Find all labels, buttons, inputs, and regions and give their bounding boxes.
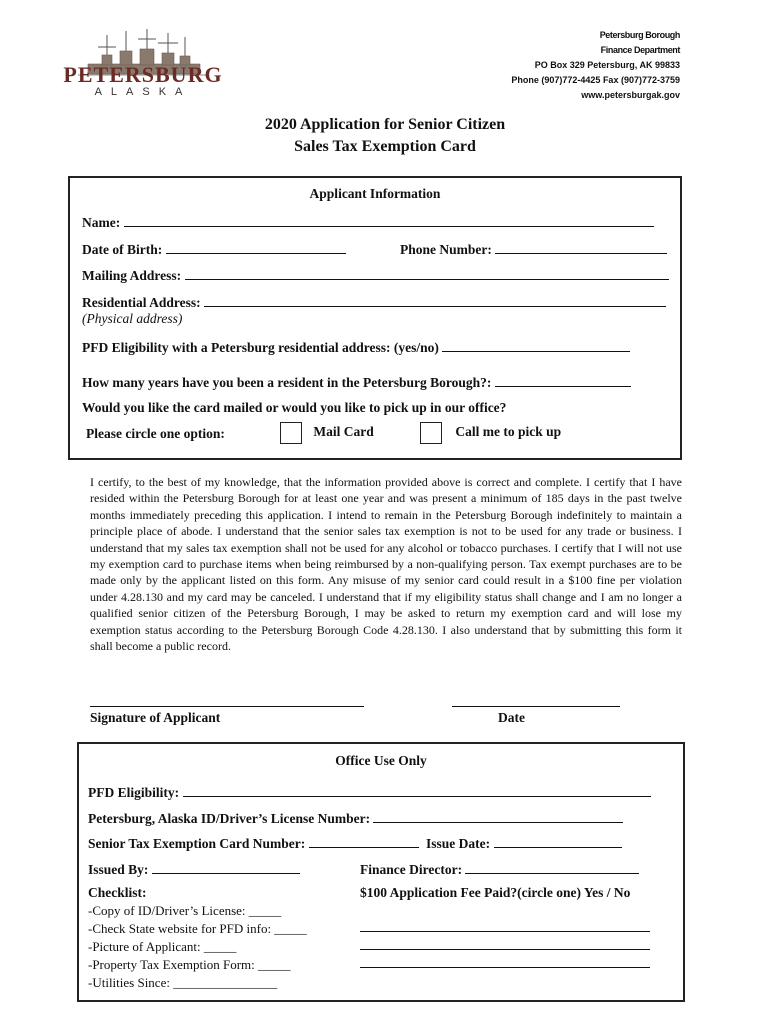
office-use-box xyxy=(77,742,685,1002)
fee-note-line[interactable] xyxy=(360,949,650,950)
checklist-item: -Copy of ID/Driver’s License: _____ xyxy=(88,903,282,918)
form-title-line1: 2020 Application for Senior Citizen xyxy=(264,116,506,133)
dob-label: Date of Birth: xyxy=(82,242,163,257)
mailing-row xyxy=(82,267,669,284)
form-title xyxy=(0,114,770,158)
pickup-label: Call me to pick up xyxy=(455,424,562,440)
license-row xyxy=(88,810,623,827)
applicant-heading: Applicant Information xyxy=(309,186,441,201)
applicant-information-box xyxy=(68,176,682,460)
phone-label: Phone Number: xyxy=(400,242,492,257)
dob-field[interactable] xyxy=(166,241,346,254)
license-field[interactable] xyxy=(373,810,623,823)
card-number-row xyxy=(88,835,622,852)
checklist-item: -Picture of Applicant: _____ xyxy=(88,939,237,954)
date-line[interactable] xyxy=(452,706,620,707)
dob-row xyxy=(82,241,346,258)
circle-option-label: Please circle one option: xyxy=(86,426,225,441)
residential-row xyxy=(82,294,666,311)
issued-by-row xyxy=(88,861,300,878)
director-row xyxy=(360,861,639,878)
office-heading: Office Use Only xyxy=(335,753,427,768)
pfd-row xyxy=(82,339,630,356)
fee-note-line[interactable] xyxy=(360,967,650,968)
checklist-label: Checklist: xyxy=(88,885,147,900)
office-pfd-label: PFD Eligibility: xyxy=(88,785,180,800)
org-name: Petersburg Borough xyxy=(599,30,680,40)
pfd-field[interactable] xyxy=(442,339,630,352)
org-address: PO Box 329 Petersburg, AK 99833 xyxy=(534,60,680,70)
office-pfd-field[interactable] xyxy=(183,784,651,797)
years-row xyxy=(82,374,631,391)
checklist-item: -Check State website for PFD info: _____ xyxy=(88,921,307,936)
org-website: www.petersburgak.gov xyxy=(581,90,680,100)
mail-card-label: Mail Card xyxy=(313,424,374,440)
checklist-item: -Property Tax Exemption Form: _____ xyxy=(88,957,291,972)
years-label: How many years have you been a resident in the Petersburg Borough?: xyxy=(82,375,492,390)
fee-label: $100 Application Fee Paid?(circle one) Yes / No xyxy=(360,885,631,900)
office-pfd-row xyxy=(88,784,651,801)
org-department: Finance Department xyxy=(600,45,680,55)
logo-subtitle: ALASKA xyxy=(94,86,192,98)
residential-label: Residential Address: xyxy=(82,295,201,310)
years-field[interactable] xyxy=(495,374,631,387)
mailing-label: Mailing Address: xyxy=(82,268,182,283)
signature-line[interactable] xyxy=(90,706,364,707)
card-number-label: Senior Tax Exemption Card Number: xyxy=(88,836,306,851)
form-title-line2: Sales Tax Exemption Card xyxy=(294,138,476,155)
signature-label: Signature of Applicant xyxy=(90,710,221,725)
director-label: Finance Director: xyxy=(360,862,463,877)
name-label: Name: xyxy=(82,215,121,230)
phone-row xyxy=(400,241,667,258)
logo-wordmark: PETERSBURG xyxy=(63,62,223,87)
issue-date-field[interactable] xyxy=(494,835,622,848)
issue-date-label: Issue Date: xyxy=(426,836,491,851)
name-row xyxy=(82,214,654,231)
issued-by-label: Issued By: xyxy=(88,862,149,877)
card-number-field[interactable] xyxy=(309,835,419,848)
date-label: Date xyxy=(498,710,525,725)
mail-card-option[interactable] xyxy=(280,422,374,444)
org-phone: Phone (907)772-4425 Fax (907)772-3759 xyxy=(511,75,680,85)
name-field[interactable] xyxy=(124,214,654,227)
certification-text: I certify, to the best of my knowledge, that the information provided above is correct and complete. I certify that I have resided within the Petersburg Borough for at least one year and was present a minimum of 185 days in the past twelve months immediately preceding this application. I intend to remain in the Petersburg Borough indefinitely to maintain a principle place of abode. I understand that the senior sales tax exemption is not to be used for any trade or business. I understand that my sales tax exemption shall not be used for any alcohol or tobacco purchases. I certify that I will not use my exemption card to purchase items when being reimbursed by a non-qualifying person. Tax exempt purchases are to be made only by the applicant listed on this form. Any misuse of my senior card could result in a $100 fine per violation under 4.28.130 and my card may be canceled. I understand that if my eligibility status shall change and I am no longer a qualified senior citizen of the Petersburg Borough, I may be asked to return my exemption card and will lose my exemption status according to the Petersburg Borough Code 4.28.130. I also understand that by submitting this form it shall become a public record. xyxy=(90,475,682,654)
physical-address-note: (Physical address) xyxy=(82,311,183,326)
license-label: Petersburg, Alaska ID/Driver’s License Number: xyxy=(88,811,371,826)
pickup-option[interactable] xyxy=(420,422,561,444)
mail-card-checkbox[interactable] xyxy=(280,422,302,444)
checklist-item: -Utilities Since: ________________ xyxy=(88,975,278,990)
org-address-block xyxy=(511,28,680,103)
issued-by-field[interactable] xyxy=(152,861,300,874)
pfd-label: PFD Eligibility with a Petersburg residential address: (yes/no) xyxy=(82,340,439,355)
mail-question: Would you like the card mailed or would you like to pick up in our office? xyxy=(82,400,507,415)
pickup-checkbox[interactable] xyxy=(420,422,442,444)
residential-field[interactable] xyxy=(204,294,666,307)
mailing-field[interactable] xyxy=(185,267,669,280)
director-field[interactable] xyxy=(465,861,639,874)
phone-field[interactable] xyxy=(495,241,667,254)
fee-note-line[interactable] xyxy=(360,931,650,932)
